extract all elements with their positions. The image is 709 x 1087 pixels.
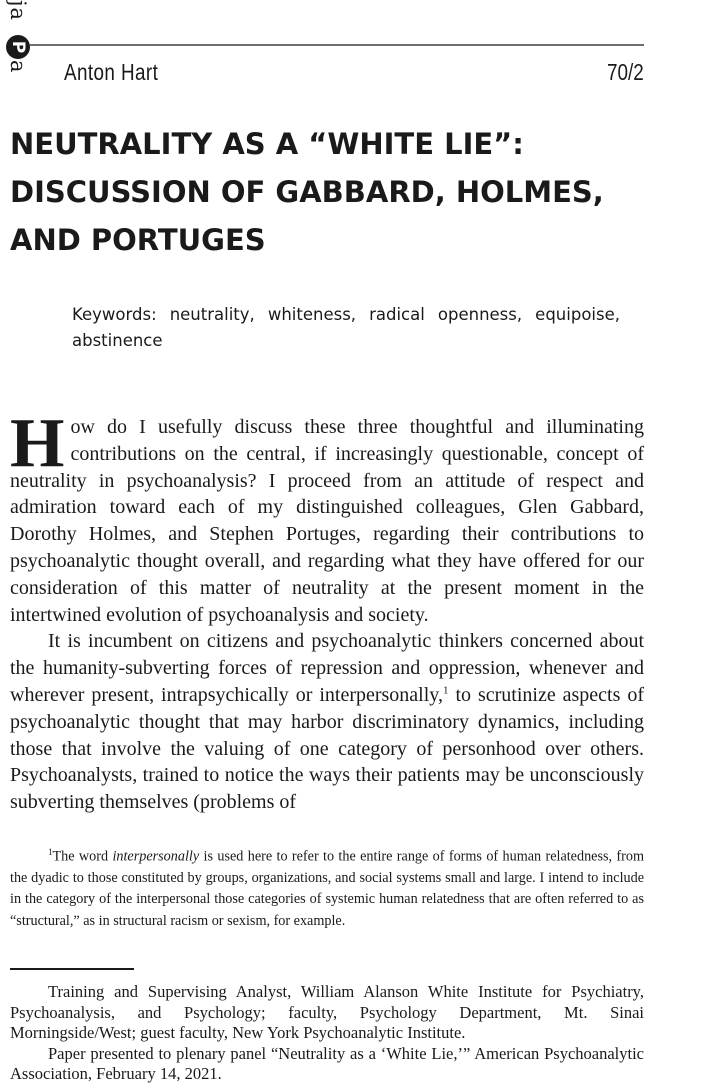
affiliation-paragraph: Paper presented to plenary panel “Neutrality as a ‘White Lie,’” American Psychoanalytic Association, February 14, 2021. — [10, 1043, 644, 1083]
body-paragraph — [10, 405, 644, 628]
journal-logo-top: ja — [6, 0, 30, 22]
article-title-line: NEUTRALITY AS A “WHITE LIE”: — [10, 127, 524, 161]
running-head-author: Anton Hart — [64, 59, 159, 85]
body-paragraph-text: ow do I usefully discuss these three thoughtful and illuminating contributions on the central, if increasingly questionable, concept of neutrality in psychoanalysis? I proceed from an attitude of respect and admiration toward each of my distinguished colleagues, Glen Gabbard, Dorothy Holmes, and Stephen Portuges, regarding their contributions to psychoanalytic thought overall, and regarding what they have offered for our consideration of this matter of neutrality at the present moment in the intertwined evolution of psychoanalysis and society. — [10, 416, 644, 626]
footnote-text: is used here to refer to the entire range of forms of human relatedness, from the dyadic to those constituted by groups, organizations, and social systems small and large. I intend to include in the category of the interpersonal those categories of systemic human relatedness that are often referred to as “structural,” as in structural racism or sexism, for example. — [10, 848, 644, 929]
running-head-page: 70/2 — [607, 59, 644, 85]
article-body — [10, 405, 644, 816]
article-title-line: AND PORTUGES — [10, 223, 266, 257]
article-title — [10, 120, 660, 264]
footnote-emphasis: interpersonally — [112, 848, 200, 865]
journal-logo — [2, 0, 30, 92]
journal-logo-bottom: a — [6, 60, 30, 74]
body-paragraph-text: to scrutinize aspects of psychoanalytic thought that may harbor discriminatory dynamics, including those that involve the valuing of one category of personhood over others. Psychoanalysts, trained to notice the ways their patients may be unconsciously subverting themselves (problems of — [10, 683, 644, 814]
journal-logo-circle-letter: P — [8, 40, 28, 54]
header-rule — [30, 44, 644, 46]
journal-logo-circle — [6, 35, 30, 59]
footnote-reference[interactable]: 1 — [443, 684, 449, 697]
footnote-marker: 1 — [48, 847, 53, 857]
article-title-line: DISCUSSION OF GABBARD, HOLMES, — [10, 175, 604, 209]
body-paragraph-text: It is incumbent on citizens and psychoanalytic thinkers concerned about the humanity-subverting forces of repression and oppression, whenever and wherever present, intrapsychically or interpersonally, — [10, 630, 644, 706]
keywords: Keywords: neutrality, whiteness, radical openness, equipoise, abstinence — [72, 305, 620, 350]
footnote-rule — [10, 968, 134, 970]
body-paragraph — [10, 628, 644, 816]
drop-cap: H — [10, 405, 65, 482]
footnote-text: The word — [52, 848, 113, 865]
affiliation-paragraph: Training and Supervising Analyst, William Alanson White Institute for Psychiatry, Psychoanalysis, and Psychology; faculty, Psychology Department, Mt. Sinai Morningside/West; guest faculty, New York Psychoanalytic Institute. — [10, 982, 644, 1042]
footnote — [10, 842, 644, 932]
author-affiliation — [10, 982, 644, 1085]
